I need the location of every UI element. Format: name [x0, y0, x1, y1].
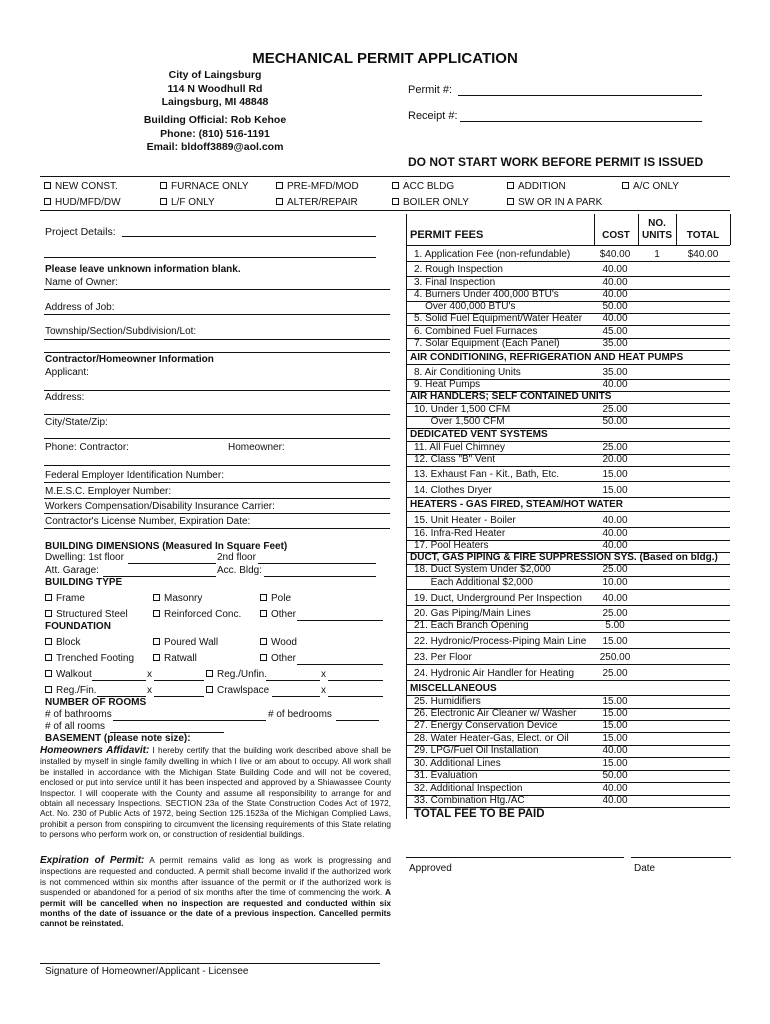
reg-unfin-l-field[interactable]	[328, 680, 383, 681]
fee-item-label: 26. Electronic Air Cleaner w/ Washer	[414, 708, 577, 719]
fee-section-header: DEDICATED VENT SYSTEMS	[410, 429, 548, 440]
fee-item-cost: 15.00	[602, 758, 628, 769]
type-furnace-only[interactable]: FURNACE ONLY	[160, 181, 249, 192]
x-sep: x	[147, 669, 152, 680]
checkbox[interactable]	[260, 654, 267, 661]
fee-row-divider	[406, 589, 730, 590]
checkbox[interactable]	[45, 686, 52, 693]
page-title: MECHANICAL PERMIT APPLICATION	[252, 50, 518, 67]
fee-section-header: MISCELLANEOUS	[410, 683, 497, 694]
fee-row-divider	[406, 605, 730, 606]
dwelling-label: Dwelling: 1st floor	[45, 552, 124, 563]
license-field[interactable]	[44, 528, 390, 529]
all-rooms-label: # of all rooms	[45, 721, 106, 732]
office-city: City of Laingsburg	[168, 69, 262, 81]
divider	[44, 352, 390, 353]
checkbox[interactable]	[507, 182, 514, 189]
mesc-label: M.E.S.C. Employer Number:	[45, 486, 172, 497]
fee-item-cost: 40.00	[602, 379, 628, 390]
fee-item-label: 4. Burners Under 400,000 BTU's	[414, 289, 559, 300]
bt-other-field[interactable]	[297, 620, 383, 621]
fee-item-cost: 40.00	[602, 277, 628, 288]
workers-comp-label: Workers Compensation/Disability Insurance Carrier:	[45, 501, 275, 512]
fee-item-label: 6. Combined Fuel Furnaces	[414, 326, 538, 337]
fee-item-label: 2. Rough Inspection	[414, 264, 503, 275]
type-pre-mfd[interactable]: PRE-MFD/MOD	[276, 181, 359, 192]
fee-item-cost: 20.00	[602, 454, 628, 465]
expiration-title: Expiration of Permit:	[40, 855, 145, 866]
checkbox[interactable]	[276, 198, 283, 205]
bt-pole[interactable]: Pole	[260, 593, 291, 604]
fee-header: PERMIT FEES	[410, 229, 484, 241]
fee-row-divider	[406, 511, 730, 512]
owner-field[interactable]	[44, 289, 390, 290]
basement-label: BASEMENT (please note size):	[45, 733, 191, 744]
fee-item-label: 21. Each Branch Opening	[414, 620, 529, 631]
fee-item-cost: 25.00	[602, 608, 628, 619]
fee-item-label: Over 400,000 BTU's	[414, 301, 516, 312]
units-header: NO. UNITS	[642, 218, 672, 241]
fee-row-divider	[406, 364, 730, 365]
fee-item-cost: 40.00	[602, 593, 628, 604]
fee-section-header: AIR CONDITIONING, REFRIGERATION AND HEAT PUMPS	[410, 352, 684, 363]
fein-field[interactable]	[44, 482, 390, 483]
leave-blank-note: Please leave unknown information blank.	[45, 264, 241, 275]
f-trenched-footing[interactable]: Trenched Footing	[45, 653, 134, 664]
checkbox[interactable]	[44, 182, 51, 189]
fee-section-header: AIR HANDLERS; SELF CONTAINED UNITS	[410, 391, 612, 402]
bt-structured-steel[interactable]: Structured Steel	[45, 609, 128, 620]
owner-label: Name of Owner:	[45, 277, 118, 288]
fee-table-border	[406, 214, 407, 819]
x-sep: x	[321, 669, 326, 680]
fee-item-label: 19. Duct, Underground Per Inspection	[414, 593, 582, 604]
fee-row-divider	[406, 497, 730, 498]
type-alter-repair[interactable]: ALTER/REPAIR	[276, 197, 358, 208]
bedrooms-label: # of bedrooms	[268, 709, 332, 720]
bathrooms-label: # of bathrooms	[45, 709, 112, 720]
fee-item-label: 13. Exhaust Fan - Kit., Bath, Etc.	[414, 469, 560, 480]
crawl-l-field[interactable]	[328, 696, 383, 697]
fee-item-label: 7. Solar Equipment (Each Panel)	[414, 338, 560, 349]
type-addition[interactable]: ADDITION	[507, 181, 566, 192]
f-other-field[interactable]	[297, 664, 383, 665]
office-contact	[120, 114, 310, 155]
fee-row-divider	[406, 632, 730, 633]
divider	[40, 176, 730, 177]
fee-section-header: DUCT, GAS PIPING & FIRE SUPPRESSION SYS. (Based on bldg.)	[410, 552, 718, 563]
f-walkout[interactable]: Walkout	[45, 669, 92, 680]
att-garage-label: Att. Garage:	[45, 565, 99, 576]
office-street: 114 N Woodhull Rd	[167, 82, 263, 95]
checkbox[interactable]	[153, 654, 160, 661]
fee-item-cost: 25.00	[602, 564, 628, 575]
bt-frame[interactable]: Frame	[45, 593, 85, 604]
checkbox[interactable]	[153, 638, 160, 645]
checkbox[interactable]	[160, 198, 167, 205]
fee-item-label: 3. Final Inspection	[414, 277, 496, 288]
permit-number-field[interactable]	[458, 95, 702, 96]
bt-reinforced-conc[interactable]: Reinforced Conc.	[153, 609, 241, 620]
fee-item-cost: 15.00	[602, 485, 628, 496]
project-details-field-2[interactable]	[44, 257, 376, 258]
signature-label: Signature of Homeowner/Applicant - Licensee	[45, 966, 249, 977]
affidavit-text: I hereby certify that the building work described above shall be installed by myself in single family dwelling in which I live or am about to occupy. All work shall be installed in accordance with the Michigan State Building Code and will not be covered, enclosed or put into service until it has been inspected and approved by a Shiawassee County Inspector. I will cooperate with the County and assume all responsibility to arrange for and obtain all necessary Inspections. SECTION 23a of the State Construction Codes Act of 1972, Act. No. 230 of Public Acts of 1972, being Section 125.1523a of the Michigan Complied Laws, prohibit a person from conspiring to circumvent the licensing requirements of this State relating to persons who perform work on, or construction of residential buildings.	[40, 745, 391, 840]
fee-item-cost: 15.00	[602, 708, 628, 719]
rooms-header: NUMBER OF ROOMS	[45, 697, 147, 708]
permit-number-label: Permit #:	[408, 84, 453, 96]
fee-item-label: 18. Duct System Under $2,000	[414, 564, 551, 575]
fee-item-label: 5. Solid Fuel Equipment/Water Heater	[414, 313, 583, 324]
affidavit	[40, 745, 391, 840]
checkbox[interactable]	[260, 594, 267, 601]
fee-item-label: 32. Additional Inspection	[414, 783, 523, 794]
applicant-label: Applicant:	[45, 367, 89, 378]
checkbox[interactable]	[45, 610, 52, 617]
address-label: Address:	[45, 392, 85, 403]
office-email: Email: bldoff3889@aol.com	[146, 141, 284, 153]
f-reg-unfin[interactable]: Reg./Unfin.	[206, 669, 267, 680]
checkbox[interactable]	[44, 198, 51, 205]
fein-label: Federal Employer Identification Number:	[45, 470, 224, 481]
bathrooms-field[interactable]	[113, 720, 266, 721]
checkbox[interactable]	[45, 638, 52, 645]
checkbox[interactable]	[45, 670, 52, 677]
fee-item-label: 11. All Fuel Chimney	[414, 442, 505, 453]
f-block[interactable]: Block	[45, 637, 80, 648]
affidavit-title: Homeowners Affidavit:	[40, 745, 150, 756]
date-line[interactable]	[631, 857, 731, 858]
fee-item-label: 23. Per Floor	[414, 652, 472, 663]
warning-banner: DO NOT START WORK BEFORE PERMIT IS ISSUED	[408, 155, 704, 169]
workers-comp-field[interactable]	[44, 513, 390, 514]
crawl-w-field[interactable]	[272, 696, 320, 697]
fee-item-cost: 25.00	[602, 668, 628, 679]
checkbox[interactable]	[153, 594, 160, 601]
fee-item-label: 1. Application Fee (non-refundable)	[414, 249, 571, 260]
fee-item-cost: 50.00	[602, 301, 628, 312]
f-poured-wall[interactable]: Poured Wall	[153, 637, 218, 648]
fee-item-cost: 15.00	[602, 696, 628, 707]
fee-item-label: 20. Gas Piping/Main Lines	[414, 608, 531, 619]
fee-item-label: 22. Hydronic/Process-Piping Main Line	[414, 636, 587, 647]
fee-item-cost: 25.00	[602, 442, 628, 453]
checkbox[interactable]	[260, 638, 267, 645]
fee-row-divider	[406, 466, 730, 467]
fee-item-cost: 40.00	[602, 783, 628, 794]
acc-bldg-label: Acc. Bldg:	[217, 565, 263, 576]
dims-header: BUILDING DIMENSIONS (Measured In Square Feet)	[45, 541, 288, 552]
type-lf-only[interactable]: L/F ONLY	[160, 197, 215, 208]
license-label: Contractor's License Number, Expiration Date:	[45, 516, 251, 527]
checkbox[interactable]	[622, 182, 629, 189]
second-floor-label: 2nd floor	[217, 552, 256, 563]
fee-item-label: 15. Unit Heater - Boiler	[414, 515, 516, 526]
fee-item-cost: 40.00	[602, 528, 628, 539]
fee-item-label: 27. Energy Conservation Device	[414, 720, 558, 731]
fee-section-header: HEATERS - GAS FIRED, STEAM/HOT WATER	[410, 499, 623, 510]
f-reg-fin[interactable]: Reg./Fin.	[45, 685, 97, 696]
checkbox[interactable]	[160, 182, 167, 189]
first-total: $40.00	[687, 249, 719, 260]
expiration-text: A permit remains valid as long as work is progressing and inspections are requested and conducted. A permit shall become invalid if the authorized work is not commenced within six months after issuance of the permit or if the authorized work is suspended or abandoned for a period of six months after the time of commencing the work.	[40, 855, 391, 898]
dwelling-field[interactable]	[128, 563, 216, 564]
type-hud-mfd[interactable]: HUD/MFD/DW	[44, 197, 121, 208]
checkbox[interactable]	[392, 198, 399, 205]
checkbox[interactable]	[392, 182, 399, 189]
office-address	[150, 69, 280, 110]
project-details-label: Project Details:	[45, 226, 116, 238]
bt-masonry[interactable]: Masonry	[153, 593, 202, 604]
receipt-number-label: Receipt #:	[408, 110, 458, 122]
fee-item-label: 30. Additional Lines	[414, 758, 501, 769]
fee-item-label: 17. Pool Heaters	[414, 540, 489, 551]
checkbox[interactable]	[206, 686, 213, 693]
fee-item-cost: 10.00	[602, 577, 628, 588]
fee-item-cost: 40.00	[602, 264, 628, 275]
reg-fin-l-field[interactable]	[154, 696, 204, 697]
job-address-label: Address of Job:	[45, 302, 115, 313]
receipt-number-field[interactable]	[460, 121, 702, 122]
fee-item-label: 33. Combination Htg./AC	[414, 795, 525, 806]
fee-item-cost: 40.00	[602, 289, 628, 300]
second-floor-field[interactable]	[258, 563, 376, 564]
job-address-field[interactable]	[44, 314, 390, 315]
fee-item-cost: 45.00	[602, 326, 628, 337]
checkbox[interactable]	[45, 654, 52, 661]
phone-contractor-label: Phone: Contractor:	[45, 442, 129, 453]
approved-line[interactable]	[406, 857, 624, 858]
fee-item-label: 8. Air Conditioning Units	[414, 367, 521, 378]
f-other[interactable]: Other	[260, 653, 296, 664]
type-boiler-only[interactable]: BOILER ONLY	[392, 197, 469, 208]
type-sw-park[interactable]: SW OR IN A PARK	[507, 197, 602, 208]
fee-item-label: 24. Hydronic Air Handler for Heating	[414, 668, 575, 679]
building-type-header: BUILDING TYPE	[45, 577, 123, 588]
fee-item-cost: 40.00	[602, 515, 628, 526]
type-acc-bldg[interactable]: ACC BLDG	[392, 181, 454, 192]
checkbox[interactable]	[153, 610, 160, 617]
address-field[interactable]	[44, 414, 390, 415]
bedrooms-field[interactable]	[336, 720, 379, 721]
office-official: Building Official: Rob Kehoe	[143, 114, 287, 126]
fee-item-label: Each Additional $2,000	[414, 577, 533, 588]
city-state-zip-field[interactable]	[44, 438, 390, 439]
fee-item-label: Over 1,500 CFM	[414, 416, 505, 427]
mesc-field[interactable]	[44, 498, 390, 499]
fee-item-label: 9. Heat Pumps	[414, 379, 481, 390]
f-ratwall[interactable]: Ratwall	[153, 653, 197, 664]
total-header: TOTAL	[686, 230, 720, 241]
fee-table-border	[730, 214, 731, 245]
type-new-const[interactable]: NEW CONST.	[44, 181, 118, 192]
divider	[40, 210, 730, 211]
signature-line[interactable]	[40, 963, 380, 964]
fee-item-label: 16. Infra-Red Heater	[414, 528, 506, 539]
fee-row-divider	[406, 648, 730, 649]
fee-item-cost: 25.00	[602, 404, 628, 415]
fee-item-cost: 250.00	[599, 652, 631, 663]
contractor-header: Contractor/Homeowner Information	[45, 354, 214, 365]
fee-item-cost: 40.00	[602, 540, 628, 551]
project-details-field[interactable]	[122, 236, 376, 237]
fee-item-cost: 15.00	[602, 733, 628, 744]
walkout-l-field[interactable]	[154, 680, 204, 681]
expiration-bold-text: A permit will be cancelled when no inspection are requested and conducted within six months of the date of issuance or the date of a previous inspection. Cancelled permits cannot be reinstated.	[40, 887, 391, 929]
fee-item-label: 31. Evaluation	[414, 770, 478, 781]
fee-item-label: 28. Water Heater-Gas, Elect. or Oil	[414, 733, 569, 744]
checkbox[interactable]	[206, 670, 213, 677]
fee-item-cost: 40.00	[602, 745, 628, 756]
phone-field[interactable]	[44, 465, 390, 466]
walkout-w-field[interactable]	[92, 680, 146, 681]
fee-item-cost: 5.00	[605, 620, 625, 631]
township-label: Township/Section/Subdivision/Lot:	[45, 326, 197, 337]
x-sep: x	[147, 685, 152, 696]
checkbox[interactable]	[260, 610, 267, 617]
total-fee-label: TOTAL FEE TO BE PAID	[414, 808, 545, 820]
fee-item-cost: 35.00	[602, 367, 628, 378]
bt-other[interactable]: Other	[260, 609, 296, 620]
fee-table-border	[406, 245, 730, 246]
fee-row-divider	[406, 481, 730, 482]
fee-item-cost: 50.00	[602, 770, 628, 781]
checkbox[interactable]	[45, 594, 52, 601]
f-crawlspace[interactable]: Crawlspace	[206, 685, 269, 696]
checkbox[interactable]	[507, 198, 514, 205]
homeowner-label: Homeowner:	[228, 442, 285, 453]
x-sep: x	[321, 685, 326, 696]
fee-item-cost: 35.00	[602, 338, 628, 349]
fee-item-cost: 15.00	[602, 636, 628, 647]
fee-item-cost: 50.00	[602, 416, 628, 427]
acc-bldg-field[interactable]	[264, 576, 376, 577]
fee-item-label: 25. Humidifiers	[414, 696, 481, 707]
fee-item-label: 10. Under 1,500 CFM	[414, 404, 511, 415]
approved-label: Approved	[409, 863, 452, 874]
office-city-state-zip: Laingsburg, MI 48848	[161, 96, 269, 108]
fee-row-divider	[406, 664, 730, 665]
fee-item-cost: 40.00	[602, 313, 628, 324]
township-field[interactable]	[44, 339, 390, 340]
foundation-header: FOUNDATION	[45, 621, 111, 632]
expiration	[40, 855, 391, 929]
city-state-zip-label: City/State/Zip:	[45, 417, 108, 428]
fee-item-cost: 40.00	[602, 795, 628, 806]
reg-unfin-w-field[interactable]	[266, 680, 320, 681]
fee-row-divider	[406, 261, 730, 262]
office-phone: Phone: (810) 516-1191	[160, 127, 270, 140]
fee-item-cost: $40.00	[599, 249, 631, 260]
type-ac-only[interactable]: A/C ONLY	[622, 181, 679, 192]
fee-item-label: 12. Class "B" Vent	[414, 454, 496, 465]
date-label: Date	[634, 863, 656, 874]
checkbox[interactable]	[276, 182, 283, 189]
applicant-field[interactable]	[44, 390, 390, 391]
cost-header: COST	[602, 230, 630, 241]
fee-item-cost: 15.00	[602, 469, 628, 480]
fee-row-divider	[406, 350, 730, 351]
fee-item-label: 14. Clothes Dryer	[414, 485, 492, 496]
fee-item-label: 29. LPG/Fuel Oil Installation	[414, 745, 539, 756]
first-units: 1	[654, 249, 660, 260]
fee-item-cost: 15.00	[602, 720, 628, 731]
fee-row-divider	[406, 680, 730, 681]
f-wood[interactable]: Wood	[260, 637, 297, 648]
